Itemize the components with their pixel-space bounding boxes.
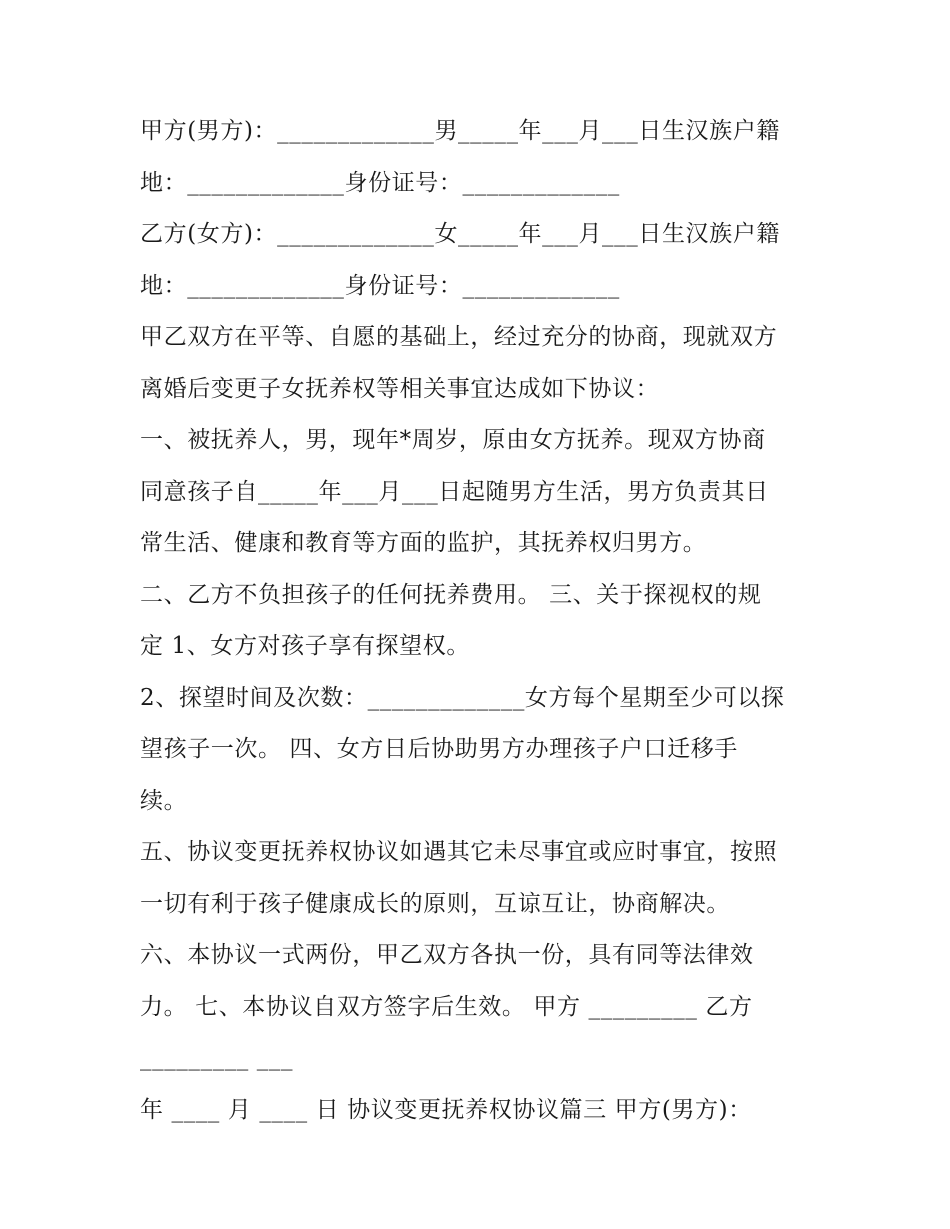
- text-line: 乙方(女方)：_____________女_____年___月___日生汉族户籍: [140, 221, 780, 247]
- text-line: 离婚后变更子女抚养权等相关事宜达成如下协议：: [140, 375, 660, 402]
- text-line: 年 ____ 月 ____ 日 协议变更抚养权协议篇三 甲方(男方)：: [140, 1096, 752, 1123]
- text-line: 五、协议变更抚养权协议如遇其它未尽事宜或应时事宜，按照: [140, 839, 778, 865]
- agreement-body: [140, 106, 830, 1136]
- text-line: _________ ___: [140, 1045, 294, 1071]
- text-line: 同意孩子自_____年___月___日起随男方生活，男方负责其日: [140, 478, 769, 505]
- text-line: 2、探望时间及次数：_____________女方每个星期至少可以探: [140, 684, 785, 711]
- text-line: 力。 七、本协议自双方签字后生效。 甲方 _________ 乙方: [140, 993, 753, 1020]
- text-line: 二、乙方不负担孩子的任何抚养费用。 三、关于探视权的规: [140, 581, 762, 608]
- text-line: 续。: [140, 787, 188, 814]
- text-line: 甲乙双方在平等、自愿的基础上，经过充分的协商，现就双方: [140, 324, 778, 350]
- text-line: 定 1、女方对孩子享有探望权。: [140, 633, 470, 659]
- text-line: 六、本协议一式两份，甲乙双方各执一份，具有同等法律效: [140, 942, 754, 968]
- text-line: 地：_____________身份证号：_____________: [140, 169, 620, 196]
- text-line: 甲方(男方)：_____________男_____年___月___日生汉族户籍: [140, 118, 780, 144]
- text-line: 一、被抚养人，男，现年*周岁，原由女方抚养。现双方协商: [140, 427, 766, 453]
- text-line: 一切有利于孩子健康成长的原则，互谅互让，协商解决。: [140, 890, 730, 917]
- text-line: 望孩子一次。 四、女方日后协助男方办理孩子户口迁移手: [140, 736, 738, 762]
- text-line: 常生活、健康和教育等方面的监护，其抚养权归男方。: [140, 530, 707, 556]
- text-line: 地：_____________身份证号：_____________: [140, 272, 620, 299]
